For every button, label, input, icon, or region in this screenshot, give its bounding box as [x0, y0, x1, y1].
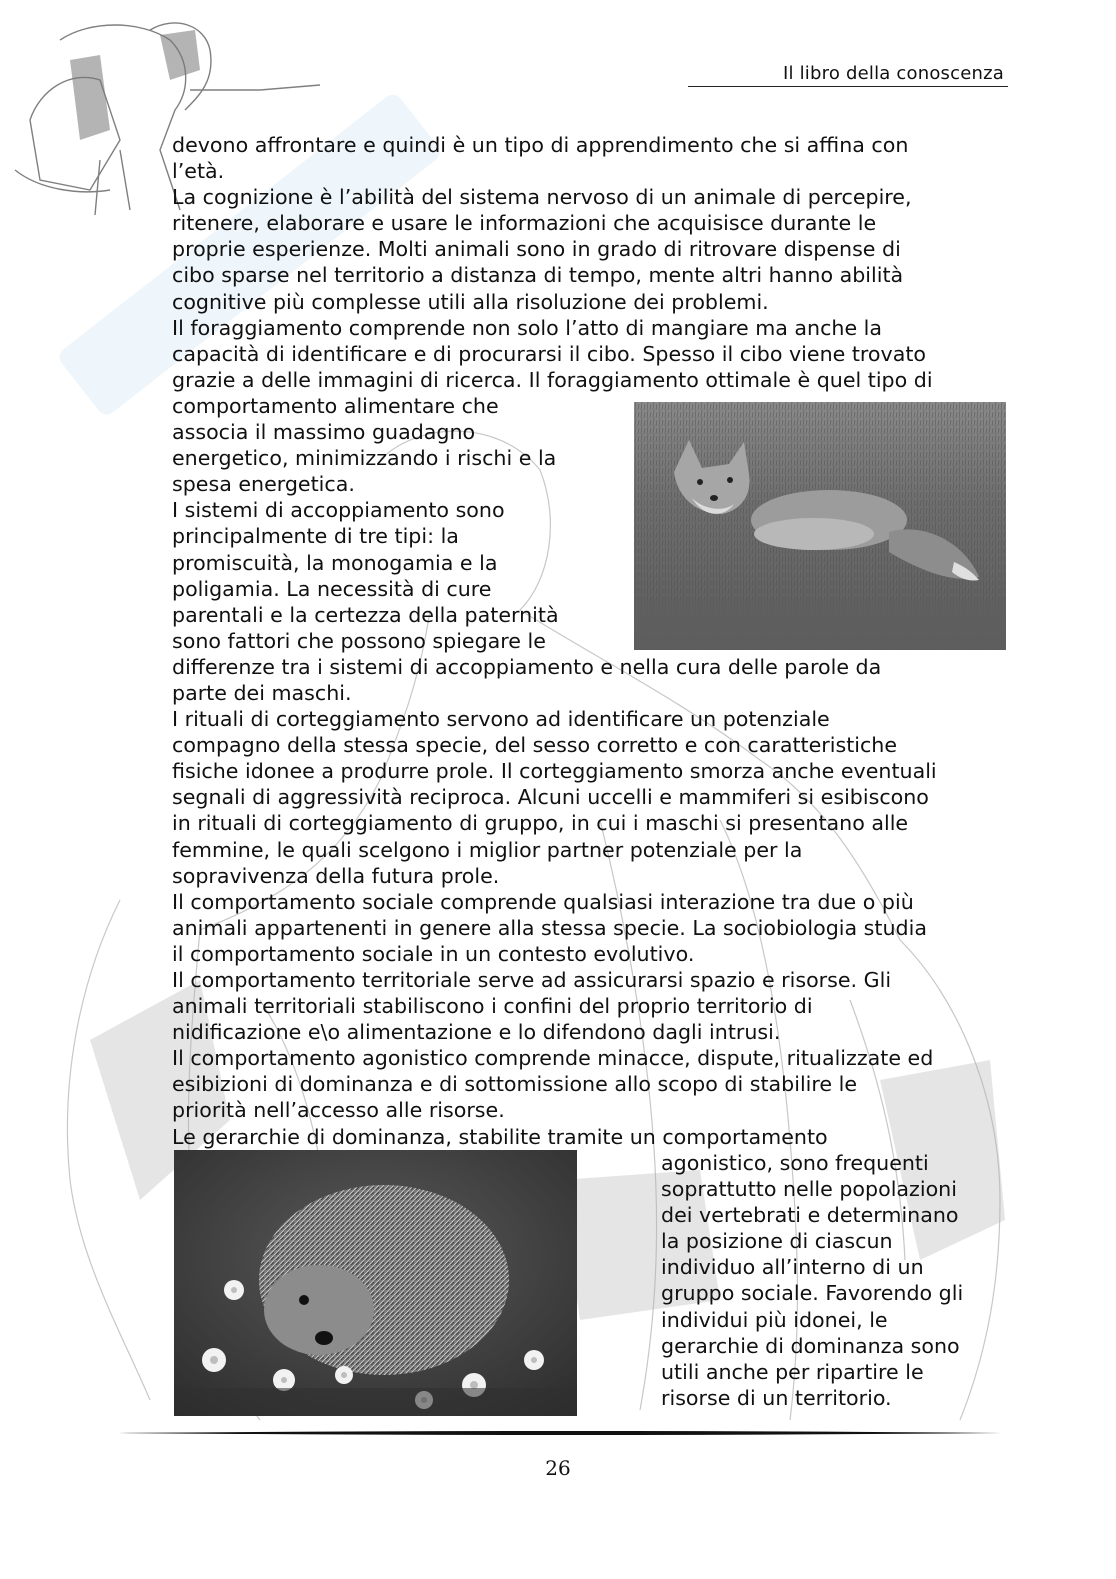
page-number: 26 [545, 1456, 571, 1480]
body-line: associa il massimo guadagno [172, 420, 476, 445]
body-line: utili anche per ripartire le [661, 1359, 924, 1384]
body-line: risorse di un territorio. [661, 1385, 892, 1410]
body-line: esibizioni di dominanza e di sottomissione allo scopo di stabilire le [172, 1072, 858, 1097]
hedgehog-photo [174, 1150, 577, 1416]
body-line: promiscuità, la monogamia e la [172, 550, 498, 575]
body-line: fisiche idonee a produrre prole. Il corteggiamento smorza anche eventuali [172, 759, 937, 784]
body-line: sopravivenza della futura prole. [172, 863, 500, 888]
body-line: la posizione di ciascun [661, 1229, 893, 1254]
body-line: differenze tra i sistemi di accoppiamento e nella cura delle parole da [172, 654, 882, 679]
body-line: priorità nell’accesso alle risorse. [172, 1098, 505, 1123]
body-line: grazie a delle immagini di ricerca. Il foraggiamento ottimale è quel tipo di [172, 367, 933, 392]
wrap-text [661, 1150, 963, 1411]
body-line: il comportamento sociale in un contesto evolutivo. [172, 941, 695, 966]
body-line: ritenere, elaborare e usare le informazioni che acquisisce durante le [172, 211, 877, 236]
body-line: compagno della stessa specie, del sesso corretto e con caratteristiche [172, 733, 898, 758]
fox-photo [634, 402, 1006, 650]
body-line: dei vertebrati e determinano [661, 1203, 959, 1228]
running-header-title: Il libro della conoscenza [782, 63, 1004, 84]
body-line: spesa energetica. [172, 472, 355, 497]
body-line: I sistemi di accoppiamento sono [172, 498, 505, 523]
body-line: animali territoriali stabiliscono i confini del proprio territorio di [172, 994, 813, 1019]
body-line: parte dei maschi. [172, 680, 352, 705]
body-line: gerarchie di dominanza sono [661, 1333, 960, 1358]
body-line: I rituali di corteggiamento servono ad identificare un potenziale [172, 707, 830, 732]
body-line: cibo sparse nel territorio a distanza di tempo, mente altri hanno abilità [172, 263, 904, 288]
body-line: agonistico, sono frequenti [661, 1151, 929, 1175]
body-line: capacità di identificare e di procurarsi il cibo. Spesso il cibo viene trovato [172, 341, 927, 366]
body-line: comportamento alimentare che [172, 393, 499, 418]
body-line: individuo all’interno di un [661, 1255, 924, 1280]
body-line: Il foraggiamento comprende non solo l’atto di mangiare ma anche la [172, 315, 883, 340]
body-line: femmine, le quali scelgono i miglior partner potenziale per la [172, 837, 803, 862]
body-line: nidificazione e\o alimentazione e lo difendono dagli intrusi. [172, 1020, 781, 1045]
footer-rule [118, 1430, 1002, 1436]
body-line: Il comportamento sociale comprende qualsiasi interazione tra due o più [172, 889, 914, 914]
body-line: principalmente di tre tipi: la [172, 524, 459, 549]
body-line: in rituali di corteggiamento di gruppo, in cui i maschi si presentano alle [172, 811, 909, 836]
header-rule [688, 86, 1008, 87]
body-line: energetico, minimizzando i rischi e la [172, 446, 557, 471]
body-line: soprattutto nelle popolazioni [661, 1177, 957, 1202]
body-line: Il comportamento territoriale serve ad assicurarsi spazio e risorse. Gli [172, 968, 892, 992]
body-line: Le gerarchie di dominanza, stabilite tramite un comportamento [172, 1124, 828, 1149]
body-line: individui più idonei, le [661, 1307, 888, 1332]
body-line: Il comportamento agonistico comprende minacce, dispute, ritualizzate ed [172, 1046, 934, 1071]
body-line: segnali di aggressività reciproca. Alcuni uccelli e mammiferi si esibiscono [172, 785, 929, 810]
body-line: La cognizione è l’abilità del sistema nervoso di un animale di percepire, [172, 185, 912, 210]
body-line: l’età. [172, 159, 225, 184]
body-line: cognitive più complesse utili alla risoluzione dei problemi. [172, 289, 769, 314]
body-line: sono fattori che possono spiegare le [172, 628, 546, 653]
body-line: proprie esperienze. Molti animali sono in grado di ritrovare dispense di [172, 237, 901, 262]
body-line: devono affrontare e quindi è un tipo di apprendimento che si affina con [172, 133, 909, 157]
body-line: animali appartenenti in genere alla stessa specie. La sociobiologia studia [172, 915, 927, 940]
body-line: poligamia. La necessità di cure [172, 576, 492, 601]
body-line: parentali e la certezza della paternità [172, 602, 559, 627]
body-line: gruppo sociale. Favorendo gli [661, 1281, 964, 1306]
